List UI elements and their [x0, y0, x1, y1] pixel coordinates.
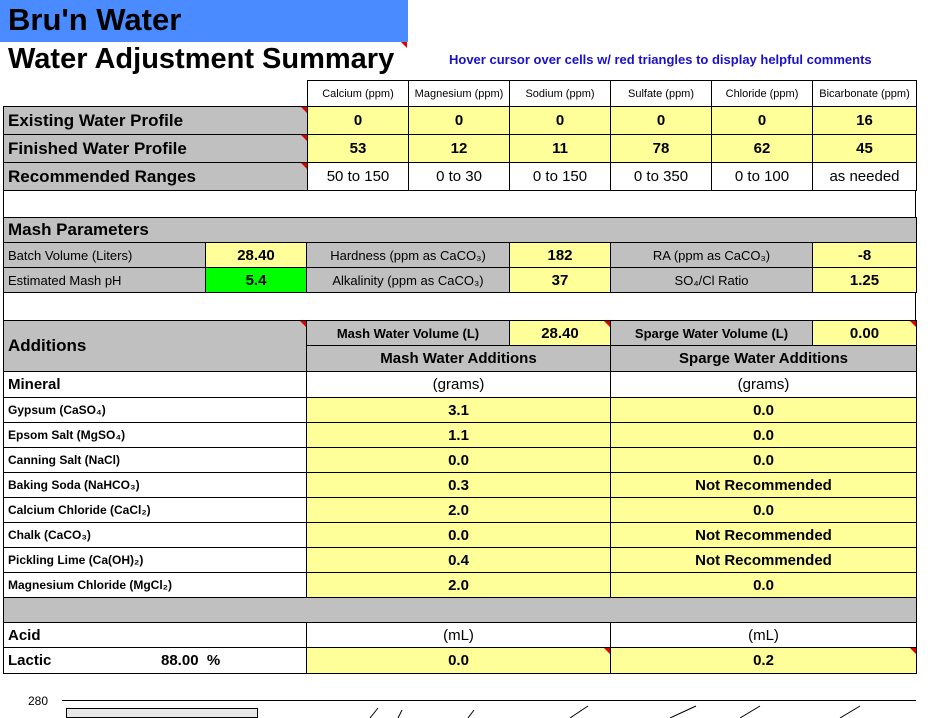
sparge-mineral-value[interactable]: 0.0 [611, 398, 917, 423]
so4-cl-ratio-value: 1.25 [813, 268, 917, 293]
water-profile-table [3, 80, 917, 191]
mash-volume-label: Mash Water Volume (L) [307, 321, 510, 346]
ion-header: Magnesium (ppm) [409, 81, 510, 107]
ra-value: -8 [813, 243, 917, 268]
mineral-name: Gypsum (CaSO₄) [4, 398, 307, 423]
sparge-mineral-value[interactable]: Not Recommended [611, 473, 917, 498]
app-title: Bru'n Water [8, 2, 182, 37]
spacer-row [3, 190, 916, 217]
mash-mineral-value[interactable]: 2.0 [307, 573, 611, 598]
sparge-mineral-value[interactable]: Not Recommended [611, 523, 917, 548]
lactic-percent-value[interactable]: 88.00 [161, 652, 199, 669]
acid-label: Acid [4, 623, 307, 648]
profile-value: 53 [308, 135, 409, 163]
batch-volume-label: Batch Volume (Liters) [4, 243, 206, 268]
lactic-mash-value[interactable]: 0.0 [307, 648, 611, 674]
ion-header: Sulfate (ppm) [611, 81, 712, 107]
profile-value: 0 [510, 107, 611, 135]
ml-unit: (mL) [611, 623, 917, 648]
mineral-name: Pickling Lime (Ca(OH)₂) [4, 548, 307, 573]
profile-value: 12 [409, 135, 510, 163]
percent-sign: % [206, 652, 221, 669]
range-value: 0 to 150 [510, 163, 611, 191]
chart-diagonal-lines [360, 702, 916, 718]
profile-label[interactable]: Existing Water Profile [4, 107, 308, 135]
mineral-name: Magnesium Chloride (MgCl₂) [4, 573, 307, 598]
ra-label: RA (ppm as CaCO₃) [611, 243, 813, 268]
alkalinity-label: Alkalinity (ppm as CaCO₃) [307, 268, 510, 293]
range-value: 0 to 30 [409, 163, 510, 191]
lactic-sparge-value[interactable]: 0.2 [611, 648, 917, 674]
ion-header: Sodium (ppm) [510, 81, 611, 107]
sparge-mineral-value[interactable]: Not Recommended [611, 548, 917, 573]
profile-value: 78 [611, 135, 712, 163]
additions-header[interactable]: Additions [4, 321, 307, 372]
spacer-row [4, 598, 917, 623]
mash-additions-header: Mash Water Additions [307, 346, 611, 372]
lactic-row [4, 648, 307, 674]
mineral-name: Epsom Salt (MgSO₄) [4, 423, 307, 448]
mash-header: Mash Parameters [4, 218, 917, 243]
profile-label[interactable]: Finished Water Profile [4, 135, 308, 163]
mash-ph-value: 5.4 [206, 268, 307, 293]
range-value: 0 to 100 [712, 163, 813, 191]
grams-unit: (grams) [611, 372, 917, 398]
mineral-name: Calcium Chloride (CaCl₂) [4, 498, 307, 523]
mash-mineral-value[interactable]: 0.3 [307, 473, 611, 498]
ml-unit: (mL) [307, 623, 611, 648]
chart-axis-label: 280 [28, 694, 49, 708]
profile-label[interactable]: Recommended Ranges [4, 163, 308, 191]
sparge-mineral-value[interactable]: 0.0 [611, 498, 917, 523]
ion-header: Bicarbonate (ppm) [813, 81, 917, 107]
range-value: as needed [813, 163, 917, 191]
mineral-name: Baking Soda (NaHCO₃) [4, 473, 307, 498]
page-title: Water Adjustment Summary [8, 43, 395, 75]
grams-unit: (grams) [307, 372, 611, 398]
mash-mineral-value[interactable]: 0.0 [307, 448, 611, 473]
additions-table [3, 320, 917, 674]
profile-value: 0 [611, 107, 712, 135]
mash-volume-value[interactable]: 28.40 [510, 321, 611, 346]
lactic-label: Lactic [8, 652, 52, 669]
sparge-mineral-value[interactable]: 0.0 [611, 423, 917, 448]
lactic-percent[interactable] [161, 652, 220, 669]
mineral-name: Canning Salt (NaCl) [4, 448, 307, 473]
profile-value: 45 [813, 135, 917, 163]
hint-text: Hover cursor over cells w/ red triangles to display helpful comments [449, 52, 872, 67]
mash-ph-label: Estimated Mash pH [4, 268, 206, 293]
profile-value: 62 [712, 135, 813, 163]
hardness-value: 182 [510, 243, 611, 268]
mash-mineral-value[interactable]: 3.1 [307, 398, 611, 423]
profile-value: 0 [712, 107, 813, 135]
sparge-mineral-value[interactable]: 0.0 [611, 448, 917, 473]
mineral-label: Mineral [4, 372, 307, 398]
chart-legend-box [66, 708, 258, 718]
sparge-volume-value[interactable]: 0.00 [813, 321, 917, 346]
spacer-row [3, 292, 916, 320]
comment-triangle-icon[interactable] [401, 42, 407, 48]
mash-mineral-value[interactable]: 0.4 [307, 548, 611, 573]
mash-parameters-table [3, 217, 917, 293]
profile-value: 11 [510, 135, 611, 163]
ion-header: Calcium (ppm) [308, 81, 409, 107]
batch-volume-value[interactable]: 28.40 [206, 243, 307, 268]
mash-mineral-value[interactable]: 0.0 [307, 523, 611, 548]
profile-value: 0 [409, 107, 510, 135]
profile-value: 16 [813, 107, 917, 135]
range-value: 50 to 150 [308, 163, 409, 191]
sparge-volume-label: Sparge Water Volume (L) [611, 321, 813, 346]
range-value: 0 to 350 [611, 163, 712, 191]
sparge-additions-header: Sparge Water Additions [611, 346, 917, 372]
profile-value: 0 [308, 107, 409, 135]
corner-cell [4, 81, 308, 107]
mineral-name: Chalk (CaCO₃) [4, 523, 307, 548]
hardness-label: Hardness (ppm as CaCO₃) [307, 243, 510, 268]
so4-cl-ratio-label: SO₄/Cl Ratio [611, 268, 813, 293]
sparge-mineral-value[interactable]: 0.0 [611, 573, 917, 598]
alkalinity-value: 37 [510, 268, 611, 293]
mash-mineral-value[interactable]: 1.1 [307, 423, 611, 448]
ion-header: Chloride (ppm) [712, 81, 813, 107]
mash-mineral-value[interactable]: 2.0 [307, 498, 611, 523]
